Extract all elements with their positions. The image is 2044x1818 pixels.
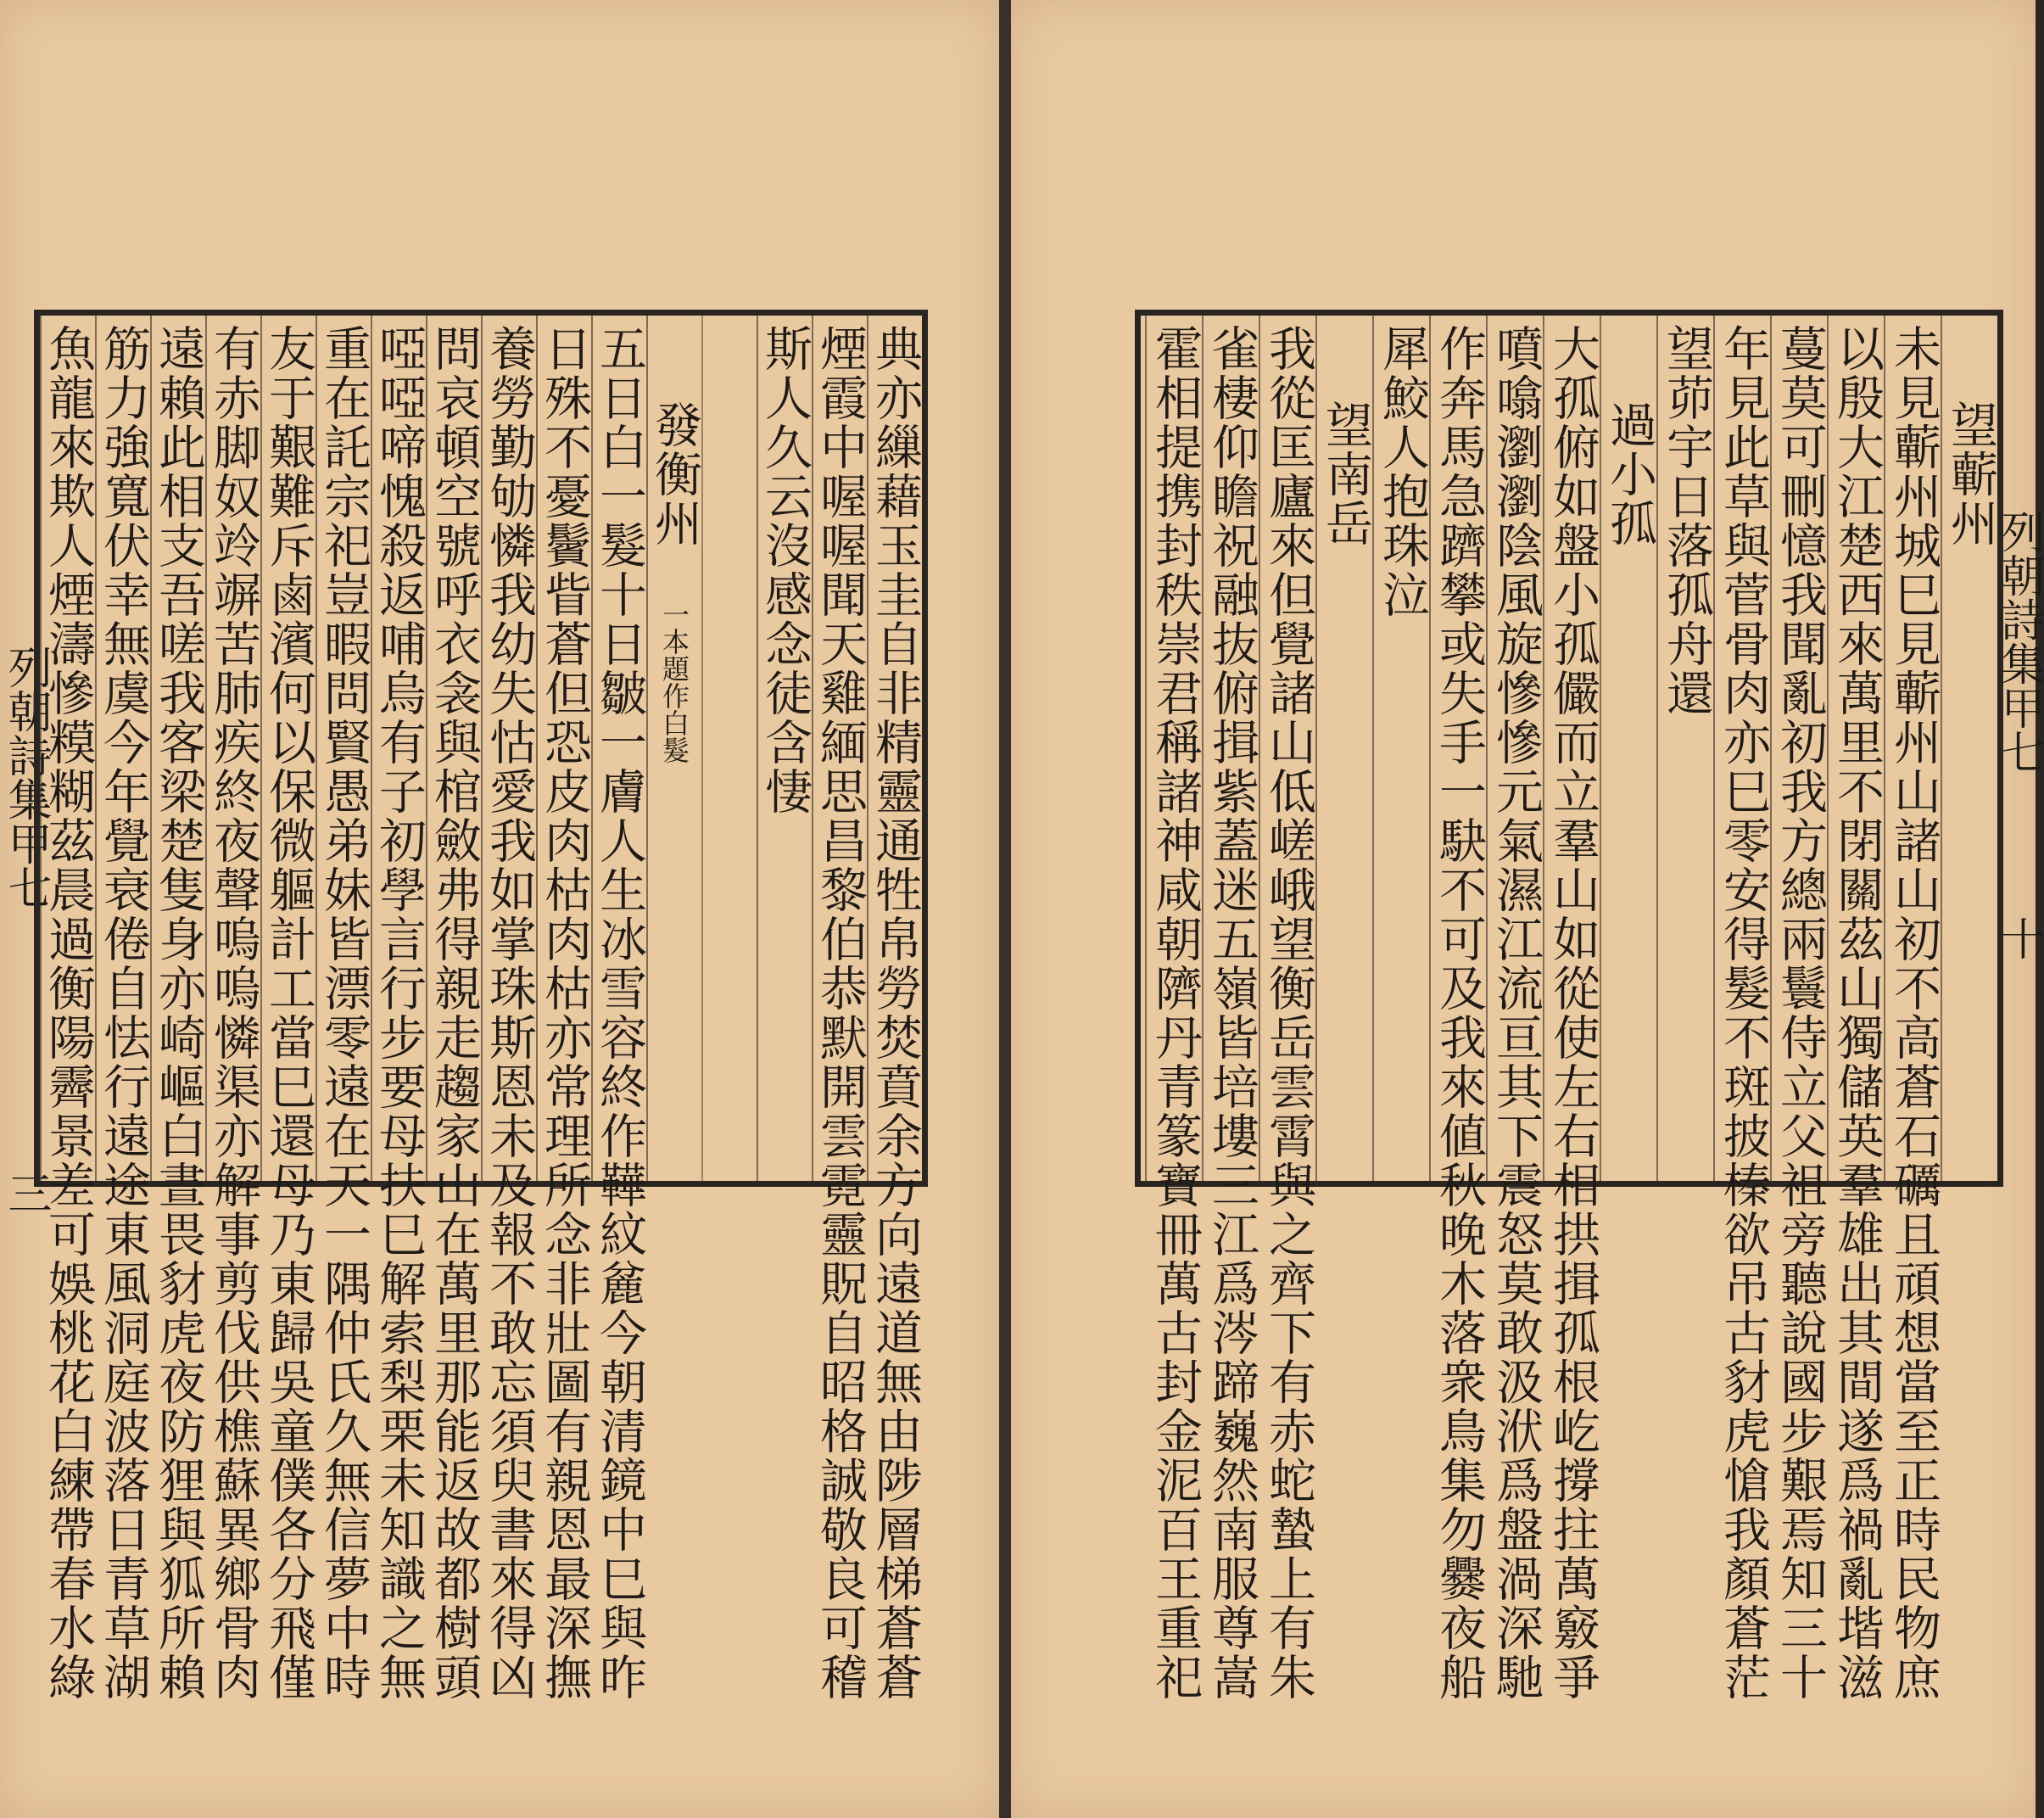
column-text: 未見蘄州城巳見蘄州山諸山初不高蒼石礪且頑想當至正時民物庶 bbox=[1886, 324, 1941, 1702]
left-text-column bbox=[95, 316, 151, 1702]
right-text-column bbox=[1543, 316, 1600, 1702]
right-text-column bbox=[1429, 316, 1487, 1702]
left-poem-title bbox=[646, 316, 701, 1181]
right-text-column bbox=[1713, 316, 1771, 1702]
column-text: 友于艱難斥鹵濱何以保微軀計工當巳還母乃東歸吳童僕各分飛僅 bbox=[261, 324, 316, 1702]
column-text: 雀棲仰瞻祝融抜俯揖紫蓋迷五嶺皆培塿三江爲涔蹄巍然南服尊嵩 bbox=[1204, 324, 1259, 1702]
column-text: 啞啞啼愧殺返哺烏有子初學言行步要母扶巳解索梨栗未知識之無 bbox=[371, 324, 427, 1702]
right-text-column bbox=[1372, 316, 1429, 1181]
left-text-frame bbox=[34, 310, 928, 1702]
poem-title-text: 望蘄州 bbox=[1943, 400, 1998, 548]
right-text-column bbox=[1827, 316, 1885, 1702]
column-text: 犀鮫人抱珠泣 bbox=[1375, 324, 1430, 619]
left-text-column bbox=[426, 316, 482, 1702]
left-text-column bbox=[260, 316, 316, 1702]
column-text: 養勞勤劬憐我幼失怙愛我如掌珠斯恩未及報不敢忘須臾書來得凶 bbox=[482, 324, 537, 1702]
right-text-column bbox=[1884, 316, 1941, 1702]
column-text: 典亦繅藉玉圭自非精靈通牲帛勞焚賁余方向遠道無由陟層梯蒼蒼 bbox=[868, 324, 923, 1702]
left-page-edge-page-number: 三 bbox=[0, 1171, 51, 1215]
book-gutter bbox=[999, 0, 1011, 1818]
column-text: 筋力強寬伏幸無虞今年覺衰倦自怯行遠途東風洞庭波落日青草湖 bbox=[96, 324, 151, 1702]
column-text: 年見此草與菅骨肉亦巳零安得髮不斑披榛欲吊古豺虎愴我顏蒼茫 bbox=[1716, 324, 1771, 1702]
column-text: 重在託宗祀豈暇問賢愚弟妹皆漂零遠在天一隅仲氏久無信夢中時 bbox=[316, 324, 371, 1702]
right-page bbox=[1011, 0, 2044, 1818]
left-text-column bbox=[371, 316, 427, 1702]
column-text: 日殊不憂鬢眥蒼但恐皮肉枯肉枯亦常理所念非壯圖有親恩最深撫 bbox=[537, 324, 592, 1702]
column-text: 望茆宇日落孤舟還 bbox=[1659, 324, 1714, 718]
left-text-column bbox=[205, 316, 261, 1702]
left-blank-column bbox=[701, 316, 757, 1181]
left-text-column bbox=[150, 316, 206, 1702]
right-page-edge-title: 列朝詩集甲七 bbox=[1993, 509, 2044, 774]
right-poem-title bbox=[1600, 316, 1656, 1181]
right-text-column bbox=[1486, 316, 1544, 1702]
right-text-frame bbox=[1135, 310, 2003, 1702]
right-page-edge-page-number: 十 bbox=[1993, 916, 2044, 960]
left-text-column bbox=[481, 316, 537, 1702]
column-text: 魚龍來欺人煙濤慘糢糊茲晨過衡陽霽景差可娛桃花白練帶春水綠 bbox=[41, 324, 96, 1702]
column-text: 大孤俯如盤小孤儼而立羣山如從使左右相拱揖孤根屹撐拄萬竅爭 bbox=[1545, 324, 1600, 1702]
left-page-edge-title: 列朝詩集甲七 bbox=[0, 645, 51, 909]
poem-title-text: 過小孤 bbox=[1602, 400, 1657, 548]
column-text: 蔓莫可刪憶我聞亂初我方總兩鬟侍立父祖旁聽說國步艱焉知三十 bbox=[1773, 324, 1828, 1702]
column-text: 我從匡廬來但覺諸山低嵯峨望衡岳雲霄與之齊下有赤蛇蟄上有朱 bbox=[1261, 324, 1316, 1702]
right-text-column bbox=[1202, 316, 1259, 1702]
left-text-column bbox=[316, 316, 371, 1702]
left-page bbox=[0, 0, 999, 1818]
column-text: 作奔馬急躋攀或失手一駃不可及我來値秋晚木落衆鳥集勿爨夜船 bbox=[1432, 324, 1487, 1702]
right-text-column bbox=[1656, 316, 1713, 1181]
column-text: 霍相提携封秩崇君稱諸神咸朝隮丹青篆寶冊萬古封金泥百王重祀 bbox=[1148, 324, 1203, 1702]
title-note: 一本題作白髮 bbox=[658, 573, 690, 764]
left-text-column bbox=[757, 316, 812, 1181]
right-text-column bbox=[1145, 316, 1203, 1702]
poem-title-text: 發衡州 bbox=[647, 400, 702, 548]
left-text-column bbox=[867, 316, 923, 1702]
right-text-column bbox=[1770, 316, 1828, 1702]
right-text-column bbox=[1259, 316, 1316, 1702]
column-text: 遠賴此相支吾嗟我客梁楚隻身亦崎嶇白晝畏豺虎夜防狸與狐所賴 bbox=[151, 324, 206, 1702]
left-text-column bbox=[536, 316, 592, 1702]
right-poem-title bbox=[1941, 316, 1997, 1181]
left-text-column bbox=[812, 316, 868, 1702]
left-text-column bbox=[40, 316, 96, 1702]
column-text: 斯人久云沒感念徒含悽 bbox=[757, 324, 813, 816]
right-poem-title bbox=[1315, 316, 1372, 1181]
column-text: 有赤脚奴竛竮苦肺疾終夜聲嗚嗚憐渠亦解事剪伐供樵蘇異鄉骨肉 bbox=[206, 324, 261, 1702]
column-text: 問哀頓空號呼衣衾與棺斂弗得親走趨家山在萬里那能返故都樹頭 bbox=[427, 324, 482, 1702]
column-text: 噴噏瀏瀏陰風旋慘慘元氣濕江流亘其下震怒莫敢汲洑爲盤渦深馳 bbox=[1488, 324, 1544, 1702]
column-text: 五日白一髮十日皺一膚人生冰雪容終作鞾紋麄今朝清鏡中巳與昨 bbox=[592, 324, 647, 1702]
column-text: 煙霞中喔喔聞天雞緬思昌黎伯恭默開雲霓靈貺自昭格誠敬良可稽 bbox=[813, 324, 868, 1702]
column-text: 以殷大江楚西來萬里不閉關茲山獨儲英羣雄出其間遂爲禍亂堦滋 bbox=[1829, 324, 1885, 1702]
poem-title-text: 望南岳 bbox=[1318, 400, 1373, 548]
left-text-column bbox=[591, 316, 647, 1702]
